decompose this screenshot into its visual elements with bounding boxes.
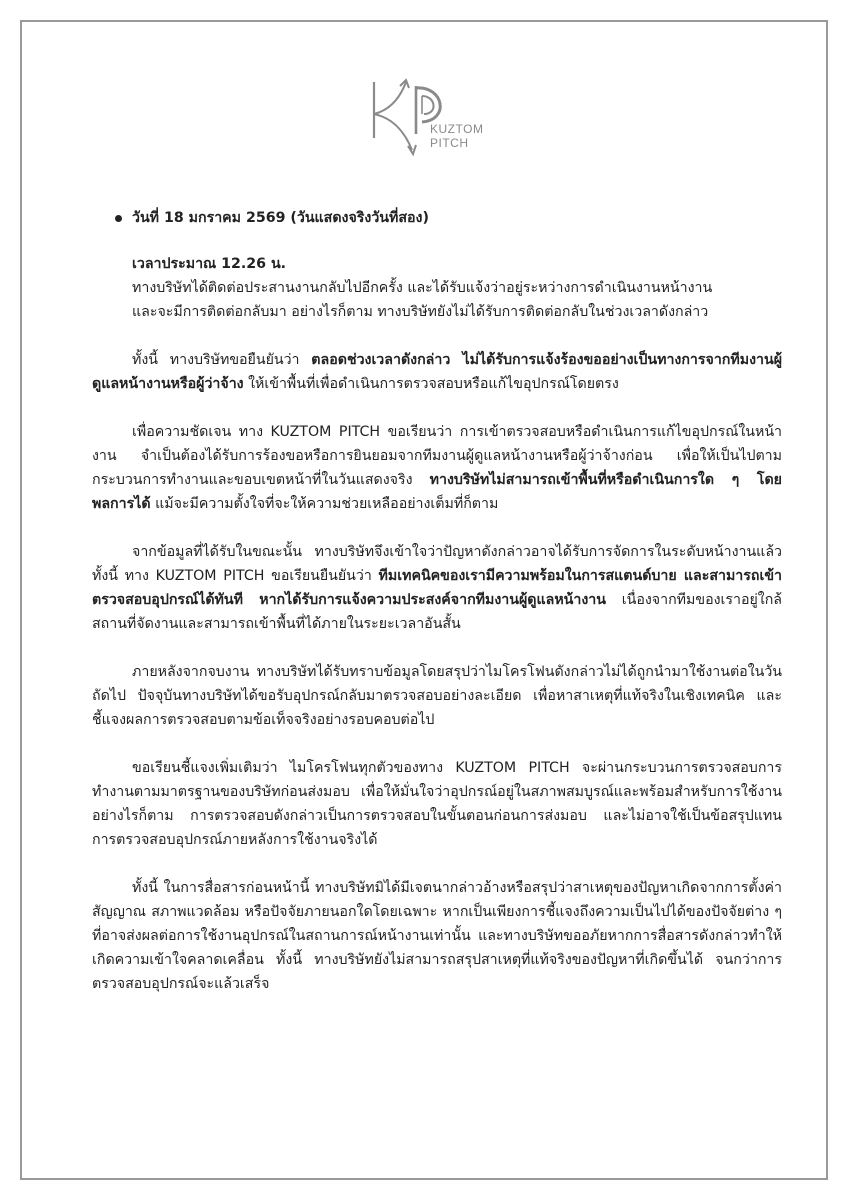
bullet-dot-icon bbox=[115, 215, 122, 222]
paragraph-text: ทั้งนี้ ทางบริษัทขอยืนยันว่า bbox=[132, 352, 312, 368]
paragraph-inspection: ขอเรียนชี้แจงเพิ่มเติมว่า ไมโครโฟนทุกตัวของทาง KUZTOM PITCH จะผ่านกระบวนการตรวจสอบการทำงานตามมาตรฐานของบริษัทก่อนส่งมอบ เพื่อให้มั่นใจว่าอุปกรณ์อยู่ในสภาพสมบูรณ์และพร้อมสำหรับการใช้งาน อย่างไรก็ตาม การตรวจสอบดังกล่าวเป็นการตรวจสอบในขั้นตอนก่อนการส่งมอบ และไม่อาจใช้เป็นข้อสรุปแทนการตรวจสอบอุปกรณ์ภายหลังการใช้งานจริงได้ bbox=[92, 760, 782, 848]
paragraph-confirmation bbox=[92, 348, 782, 396]
logo-line-kuztom: KUZTOM bbox=[430, 122, 484, 136]
logo-wordmark bbox=[430, 122, 483, 150]
paragraph-clarification bbox=[92, 420, 782, 516]
paragraph-bold-text: ทีมเทคนิคของเรามีความพร้อมในการสแตนด์บาย และสามารถเข้าตรวจสอบอุปกรณ์ได้ทันที หากได้รับการแจ้งความประสงค์จากทีมงานผู้ดูแลหน้างาน bbox=[92, 568, 782, 608]
paragraph-bold-text: ตลอดช่วงเวลาดังกล่าว ไม่ได้รับการแจ้งร้องขออย่างเป็นทางการจากทีมงานผู้ดูแลหน้างานหรือผู้ว่าจ้าง bbox=[92, 352, 783, 392]
paragraph-after-event: ภายหลังจากจบงาน ทางบริษัทได้รับทราบข้อมูลโดยสรุปว่าไมโครโฟนดังกล่าวไม่ได้ถูกนำมาใช้งานต่อในวันถัดไป ปัจจุบันทางบริษัทได้ขอรับอุปกรณ์กลับมาตรวจสอบอย่างละเอียด เพื่อหาสาเหตุที่แท้จริงในเชิงเทคนิค และชี้แจงผลการตรวจสอบตามข้อเท็จจริงอย่างรอบคอบต่อไป bbox=[92, 664, 782, 728]
date-bullet bbox=[92, 206, 782, 230]
letter-body bbox=[92, 206, 782, 1020]
date-heading: วันที่ 18 มกราคม 2569 (วันแสดงจริงวันที่สอง) bbox=[132, 210, 429, 226]
paragraph-apology: ทั้งนี้ ในการสื่อสารก่อนหน้านี้ ทางบริษัทมิได้มีเจตนากล่าวอ้างหรือสรุปว่าสาเหตุของปัญหาเกิดจากการตั้งค่าสัญญาณ สภาพแวดล้อม หรือปัจจัยภายนอกใดโดยเฉพาะ หากเป็นเพียงการชี้แจงถึงความเป็นไปได้ของปัจจัยต่าง ๆ ที่อาจส่งผลต่อการใช้งานอุปกรณ์ในสถานการณ์หน้างานเท่านั้น และทางบริษัทขออภัยหากการสื่อสารดังกล่าวทำให้เกิดความเข้าใจคลาดเคลื่อน ทั้งนี้ ทางบริษัทยังไม่สามารถสรุปสาเหตุที่แท้จริงของปัญหาที่เกิดขึ้นได้ จนกว่าการตรวจสอบอุปกรณ์จะแล้วเสร็จ bbox=[92, 880, 782, 992]
time-label: เวลาประมาณ 12.26 น. bbox=[132, 256, 287, 272]
logo-line-pitch: PITCH bbox=[430, 136, 469, 150]
paragraph-bold-text: ทางบริษัทไม่สามารถเข้าพื้นที่หรือดำเนินการใด ๆ โดยพลการได้ bbox=[92, 472, 782, 512]
paragraph-text: เพื่อความชัดเจน ทาง KUZTOM PITCH ขอเรียนว่า การเข้าตรวจสอบหรือดำเนินการแก้ไขอุปกรณ์ในหน้างาน จำเป็นต้องได้รับการร้องขอหรือการยินยอมจากทีมงานผู้ดูแลหน้างานหรือผู้ว่าจ้างก่อน เพื่อให้เป็นไปตามกระบวนการทำงานและขอบเขตหน้าที่ในวันแสดงจริง bbox=[92, 424, 782, 488]
paragraph-text: จากข้อมูลที่ได้รับในขณะนั้น ทางบริษัทจึงเข้าใจว่าปัญหาดังกล่าวอาจได้รับการจัดการในระดับหน้างานแล้ว ทั้งนี้ ทาง KUZTOM PITCH ขอเรียนยืนยันว่า bbox=[92, 544, 782, 584]
paragraph-text: แม้จะมีความตั้งใจที่จะให้ความช่วยเหลืออย่างเต็มที่ก็ตาม bbox=[150, 496, 499, 512]
paragraph-text: เนื่องจากทีมของเราอยู่ใกล้สถานที่จัดงานและสามารถเข้าพื้นที่ได้ภายในระยะเวลาอันสั้น bbox=[92, 592, 782, 632]
paragraph-text: ให้เข้าพื้นที่เพื่อดำเนินการตรวจสอบหรือแก้ไขอุปกรณ์โดยตรง bbox=[243, 376, 619, 392]
time-block-line-2: และจะมีการติดต่อกลับมา อย่างไรก็ตาม ทางบริษัทยังไม่ได้รับการติดต่อกลับในช่วงเวลาดังกล่าว bbox=[132, 304, 709, 320]
paragraph-standby bbox=[92, 540, 782, 636]
time-block-line-1: ทางบริษัทได้ติดต่อประสานงานกลับไปอีกครั้ง และได้รับแจ้งว่าอยู่ระหว่างการดำเนินงานหน้างาน bbox=[132, 280, 713, 296]
time-block bbox=[92, 252, 782, 324]
